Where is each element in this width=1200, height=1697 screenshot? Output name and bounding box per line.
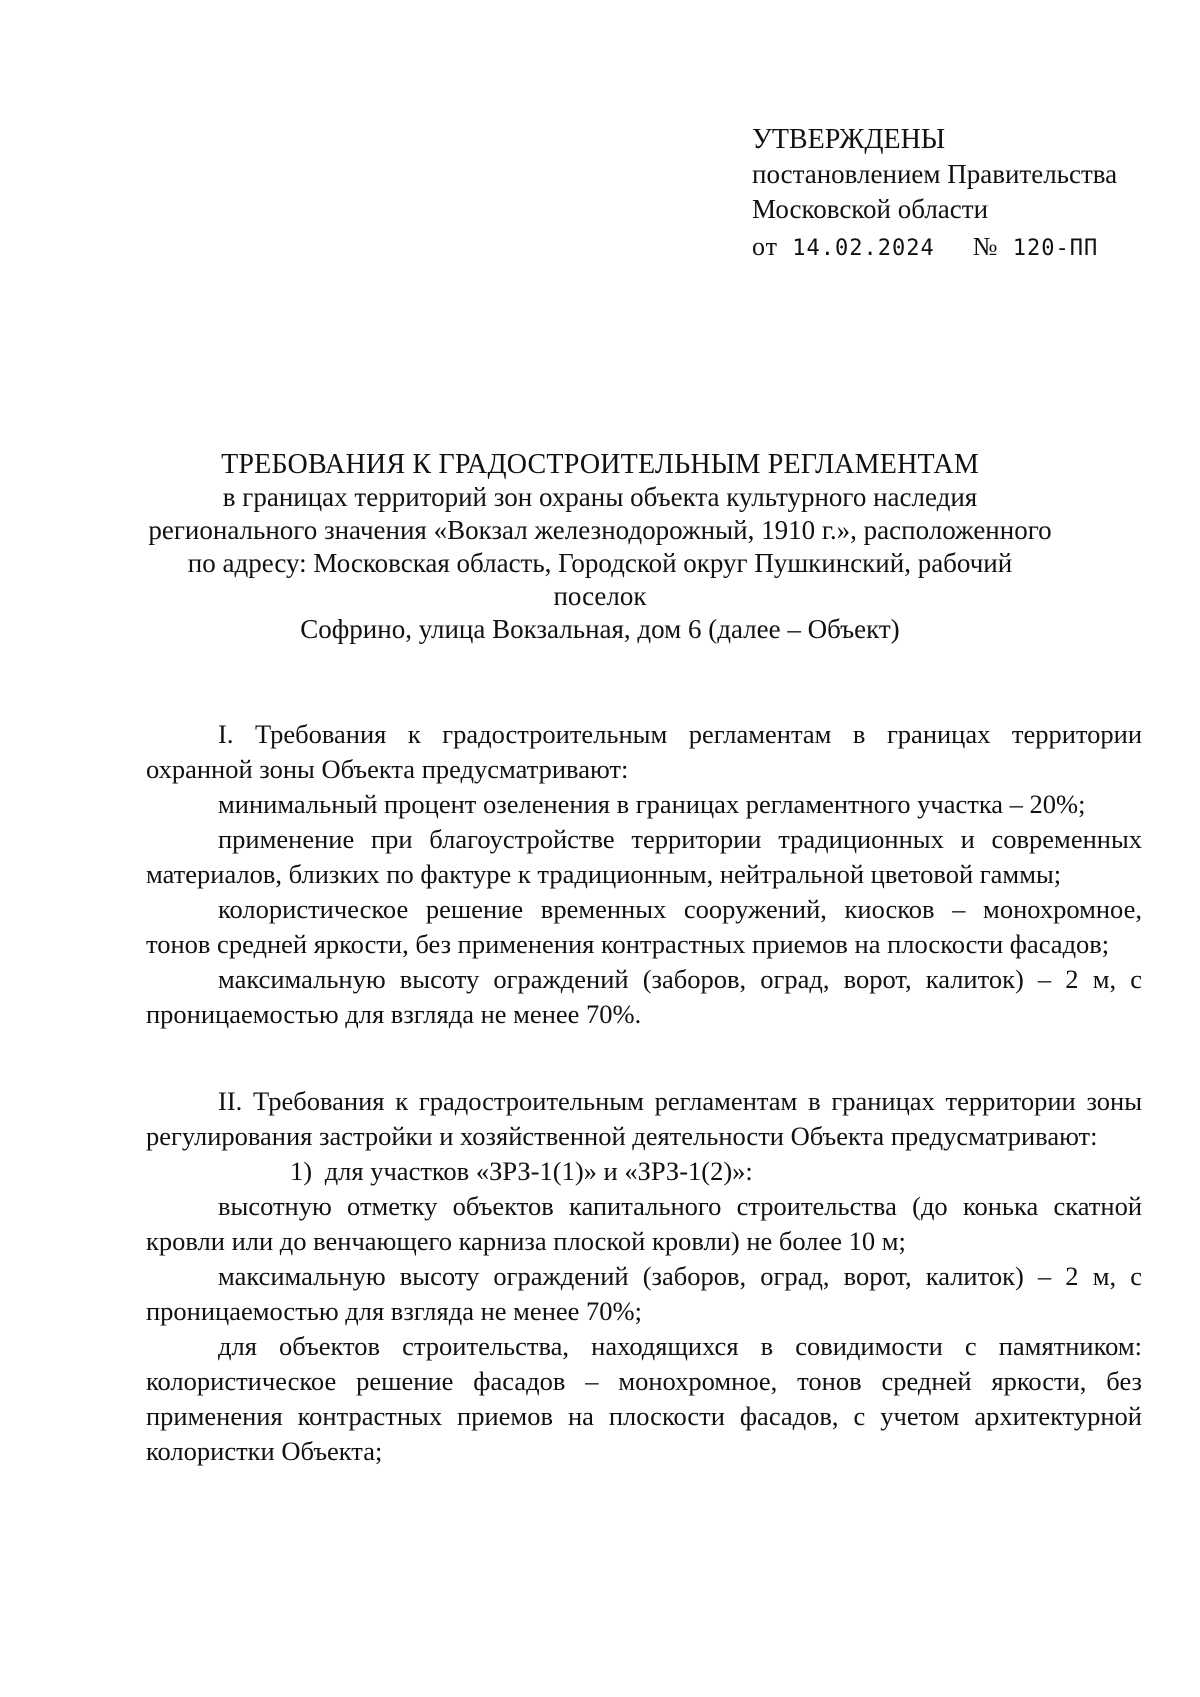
section-2-intro: II. Требования к градостроительным регламентам в границах территории зоны регулирования застройки и хозяйственной деятельности Объекта предусматривают: bbox=[146, 1086, 1142, 1151]
section-2-item: максимальную высоту ограждений (заборов, оград, ворот, калиток) – 2 м, с проницаемостью для взгляда не менее 70%; bbox=[146, 1261, 1142, 1326]
document-body bbox=[146, 717, 1142, 1469]
approval-date: 14.02.2024 bbox=[792, 236, 935, 261]
section-1-item: максимальную высоту ограждений (заборов, оград, ворот, калиток) – 2 м, с проницаемостью для взгляда не менее 70%. bbox=[146, 964, 1142, 1029]
subsection-title: для участков «ЗРЗ-1(1)» и «ЗРЗ-1(2)»: bbox=[324, 1156, 753, 1186]
section-spacer bbox=[146, 1032, 1142, 1084]
document-title bbox=[140, 448, 1060, 646]
date-prefix: от bbox=[752, 232, 779, 261]
section-1-item: колористическое решение временных сооружений, киосков – монохромное, тонов средней яркости, без применения контрастных приемов на плоскости фасадов; bbox=[146, 894, 1142, 959]
section-1-item: минимальный процент озеленения в границах регламентного участка – 20%; bbox=[218, 789, 1086, 819]
approval-heading: УТВЕРЖДЕНЫ bbox=[752, 124, 946, 155]
title-line-1: в границах территорий зон охраны объекта культурного наследия bbox=[222, 482, 978, 512]
section-1-intro: I. Требования к градостроительным регламентам в границах территории охранной зоны Объекта предусматривают: bbox=[146, 719, 1142, 784]
section-2-subsection bbox=[146, 1154, 1142, 1189]
section-2-item: высотную отметку объектов капитального строительства (до конька скатной кровли или до венчающего карниза плоской кровли) не более 10 м; bbox=[146, 1191, 1142, 1256]
approval-date-line bbox=[752, 229, 1117, 266]
section-1-item: применение при благоустройстве территории традиционных и современных материалов, близких по фактуре к традиционным, нейтральной цветовой гаммы; bbox=[146, 824, 1142, 889]
title-main: ТРЕБОВАНИЯ К ГРАДОСТРОИТЕЛЬНЫМ РЕГЛАМЕНТАМ bbox=[221, 449, 979, 480]
number-sign: № bbox=[972, 232, 999, 261]
title-line-2: регионального значения «Вокзал железнодорожный, 1910 г.», расположенного bbox=[148, 515, 1052, 545]
title-line-4: Софрино, улица Вокзальная, дом 6 (далее – Объект) bbox=[300, 614, 900, 644]
approval-line-2: Московской области bbox=[752, 194, 989, 224]
section-2-item: для объектов строительства, находящихся в совидимости с памятником: колористическое решение фасадов – монохромное, тонов средней яркости, без применения контрастных приемов на плоскости фасадов, с учетом архитектурной колористки Объекта; bbox=[146, 1331, 1142, 1466]
approval-stamp bbox=[752, 122, 1117, 266]
title-line-3: по адресу: Московская область, Городской округ Пушкинский, рабочий поселок bbox=[187, 548, 1013, 611]
approval-number: 120-ПП bbox=[1012, 236, 1099, 261]
subsection-number: 1) bbox=[290, 1156, 313, 1186]
approval-line-1: постановлением Правительства bbox=[752, 159, 1118, 189]
